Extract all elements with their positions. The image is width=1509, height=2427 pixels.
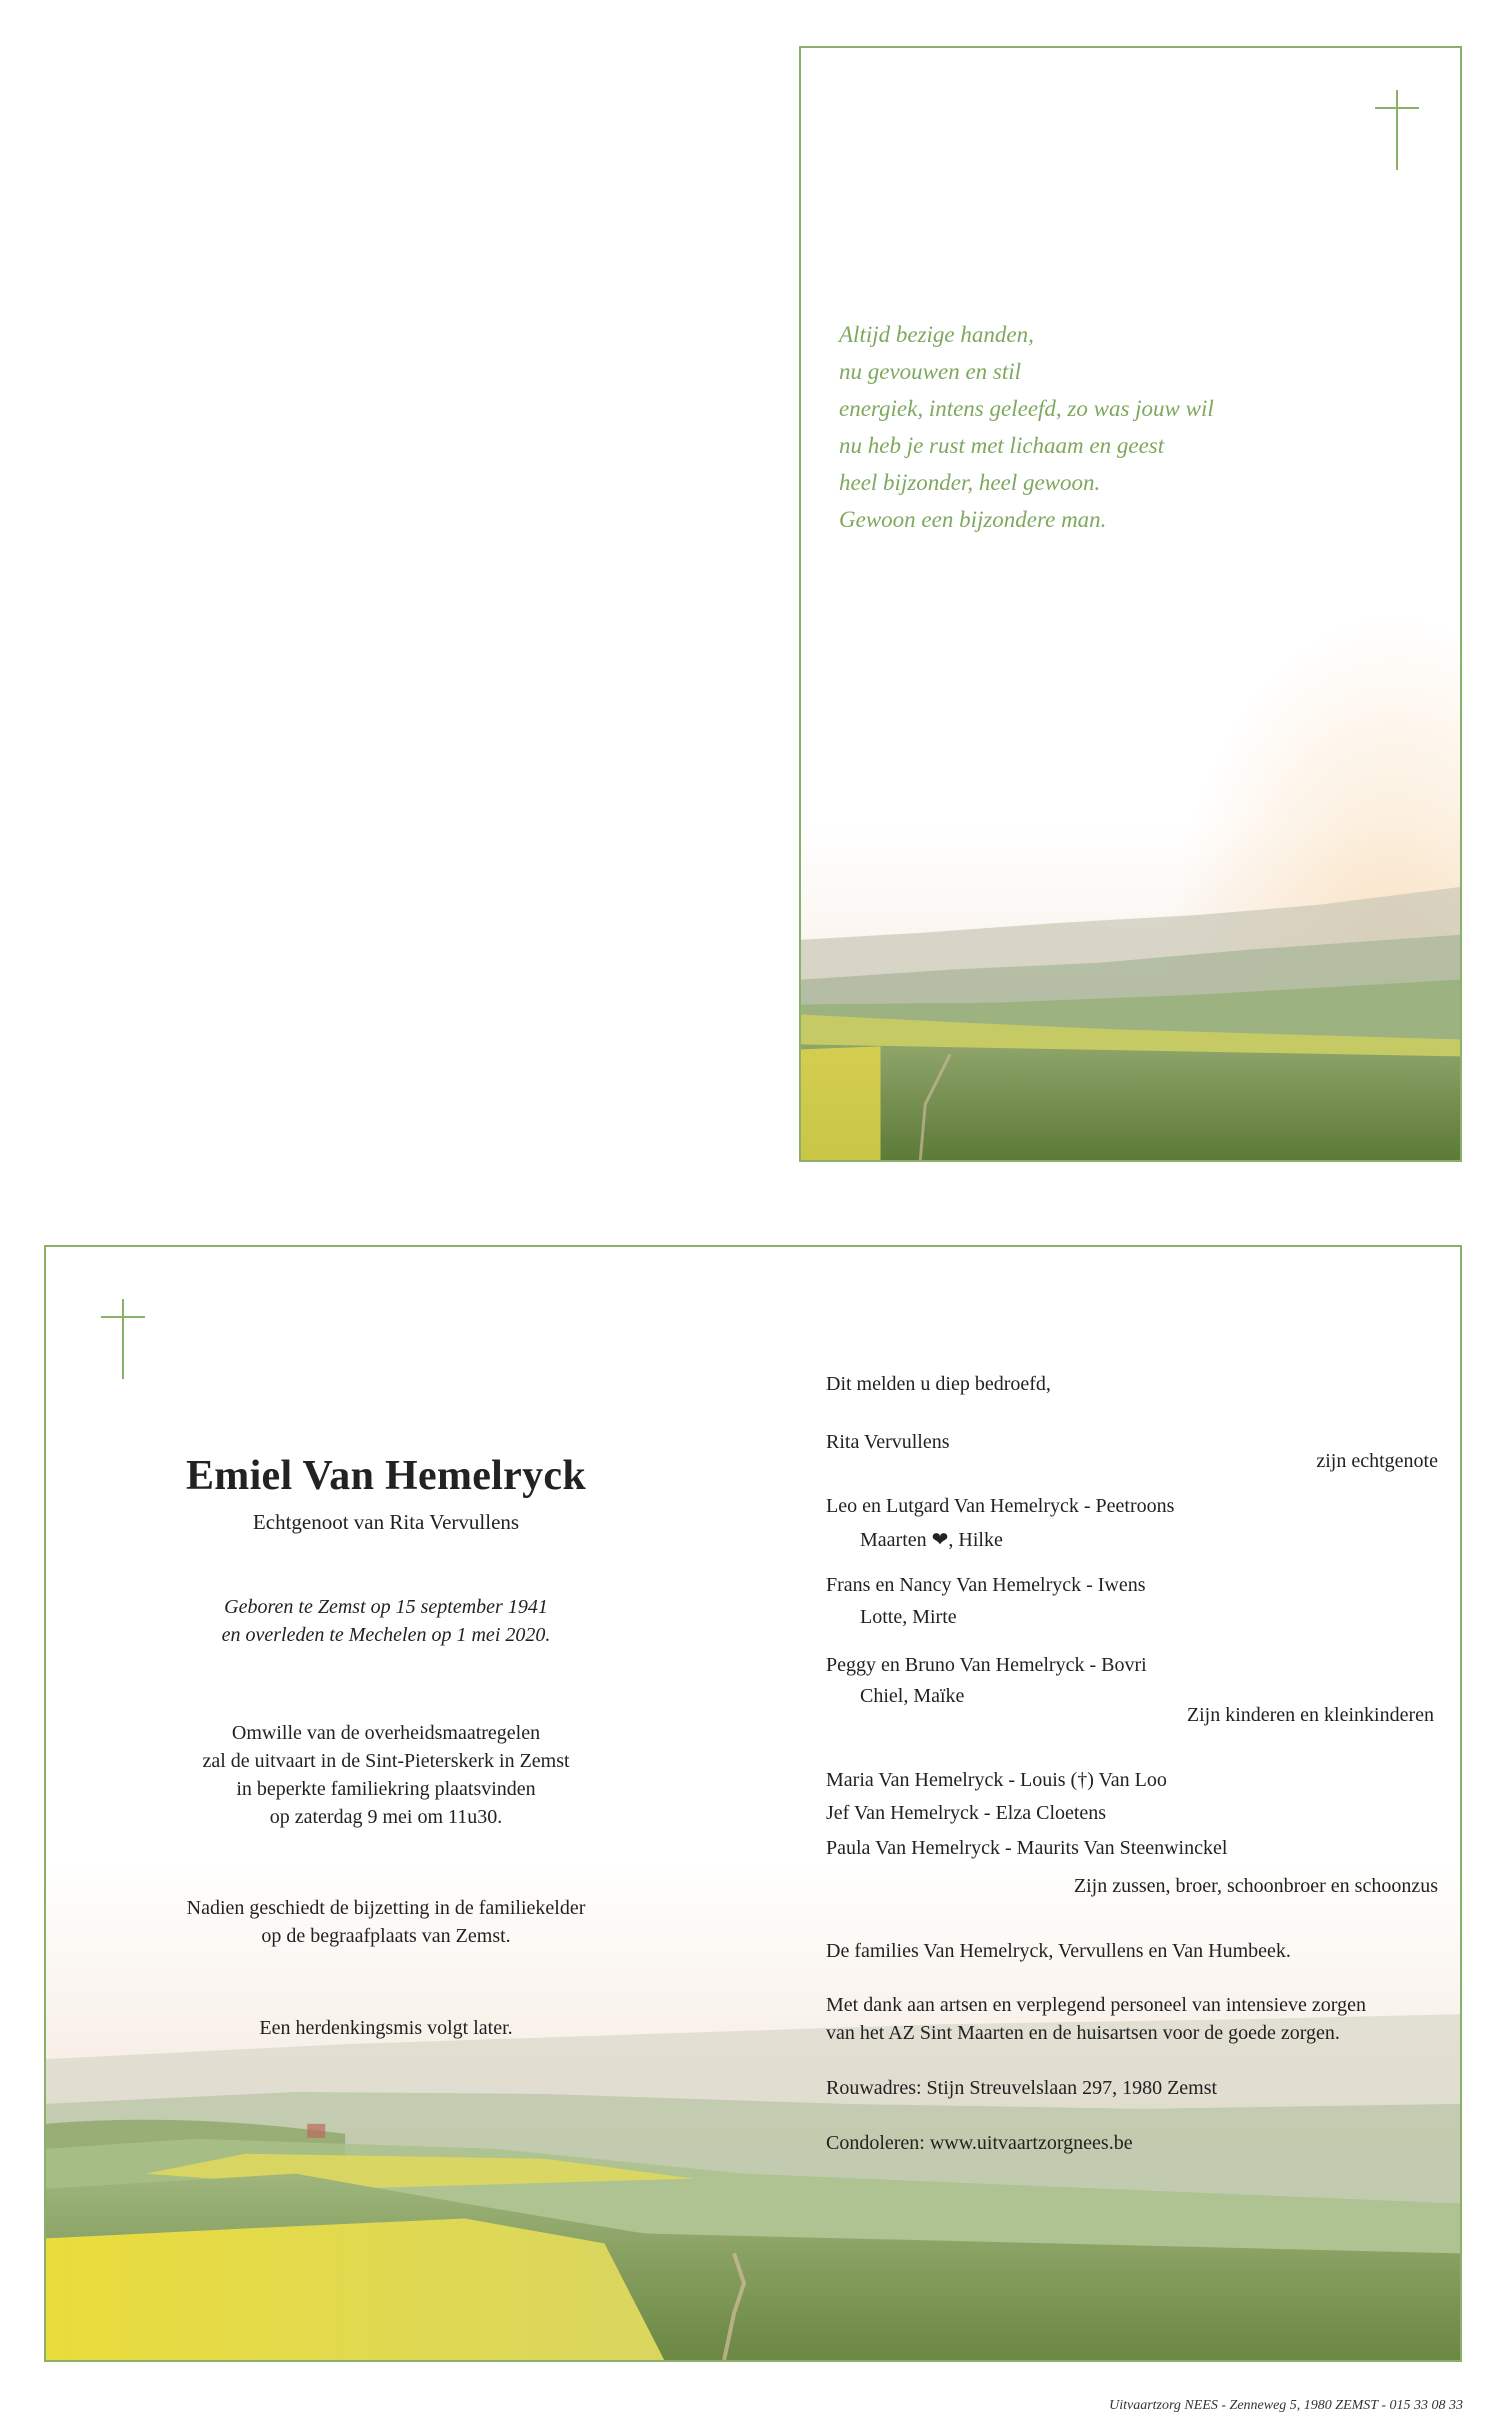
- poem-line: nu gevouwen en stil: [839, 359, 1022, 384]
- poem-line: Altijd bezige handen,: [839, 322, 1034, 347]
- funeral-line: in beperkte familiekring plaatsvinden: [236, 1778, 536, 1800]
- deceased-relation: Echtgenoot van Rita Vervullens: [252, 1510, 520, 1534]
- condolence-line: Condoleren: www.uitvaartzorgnees.be: [826, 2132, 1133, 2154]
- announcement-intro: Dit melden u diep bedroefd,: [826, 1373, 1051, 1395]
- poem-line: Gewoon een bijzondere man.: [839, 507, 1107, 532]
- child-couple: Frans en Nancy Van Hemelryck - Iwens: [826, 1574, 1146, 1596]
- address-line: Rouwadres: Stijn Streuvelslaan 297, 1980 Zemst: [826, 2077, 1218, 2099]
- sibling-line: Paula Van Hemelryck - Maurits Van Steenwinckel: [826, 1837, 1228, 1859]
- poem-line: heel bijzonder, heel gewoon.: [839, 470, 1101, 495]
- thanks-line: van het AZ Sint Maarten en de huisartsen voor de goede zorgen.: [826, 2022, 1340, 2044]
- thanks-line: Met dank aan artsen en verplegend personeel van intensieve zorgen: [826, 1994, 1366, 2016]
- families-line: De families Van Hemelryck, Vervullens en Van Humbeek.: [826, 1940, 1291, 1962]
- grandchildren: Lotte, Mirte: [860, 1606, 957, 1628]
- born-line: Geboren te Zemst op 15 september 1941: [224, 1596, 548, 1618]
- burial-info: [106, 1894, 666, 1950]
- poem: [839, 316, 1214, 538]
- spouse-name: Rita Vervullens: [826, 1431, 950, 1453]
- funeral-line: op zaterdag 9 mei om 11u30.: [269, 1806, 503, 1828]
- top-card: [799, 46, 1462, 1162]
- funeral-line: Omwille van de overheidsmaatregelen: [231, 1722, 541, 1744]
- sibling-line: Jef Van Hemelryck - Elza Cloetens: [826, 1802, 1107, 1824]
- poem-line: nu heb je rust met lichaam en geest: [839, 433, 1165, 458]
- child-couple: Leo en Lutgard Van Hemelryck - Peetroons: [826, 1495, 1175, 1517]
- deceased-info: [106, 1452, 666, 2042]
- landscape-image: [801, 48, 1460, 1160]
- cross-icon: [101, 1299, 145, 1379]
- siblings-role: Zijn zussen, broer, schoonbroer en schoonzus: [1073, 1875, 1438, 1897]
- burial-line: Nadien geschiedt de bijzetting in de familiekelder: [186, 1897, 586, 1919]
- grandchildren: Chiel, Maïke: [860, 1685, 965, 1707]
- grandchildren: Maarten ❤, Hilke: [860, 1529, 1003, 1551]
- children-role: Zijn kinderen en kleinkinderen: [1186, 1704, 1434, 1726]
- deceased-name: Emiel Van Hemelryck: [185, 1453, 586, 1499]
- funeral-line: zal de uitvaart in de Sint-Pieterskerk in Zemst: [202, 1750, 570, 1772]
- funeral-info: [106, 1719, 666, 1831]
- spouse-role: zijn echtgenote: [1316, 1450, 1438, 1472]
- died-line: en overleden te Mechelen op 1 mei 2020.: [221, 1624, 551, 1646]
- footer-credit: Uitvaartzorg NEES - Zenneweg 5, 1980 ZEMST - 015 33 08 33: [1109, 2398, 1463, 2413]
- child-couple: Peggy en Bruno Van Hemelryck - Bovri: [826, 1654, 1147, 1676]
- poem-line: energiek, intens geleefd, zo was jouw wil: [839, 396, 1214, 421]
- mass-info: Een herdenkingsmis volgt later.: [259, 2017, 513, 2039]
- birth-death: [106, 1593, 666, 1649]
- cross-icon: [1375, 90, 1419, 170]
- bottom-card: [44, 1245, 1462, 2362]
- burial-line: op de begraafplaats van Zemst.: [261, 1925, 511, 1947]
- sibling-line: Maria Van Hemelryck - Louis (†) Van Loo: [826, 1769, 1167, 1791]
